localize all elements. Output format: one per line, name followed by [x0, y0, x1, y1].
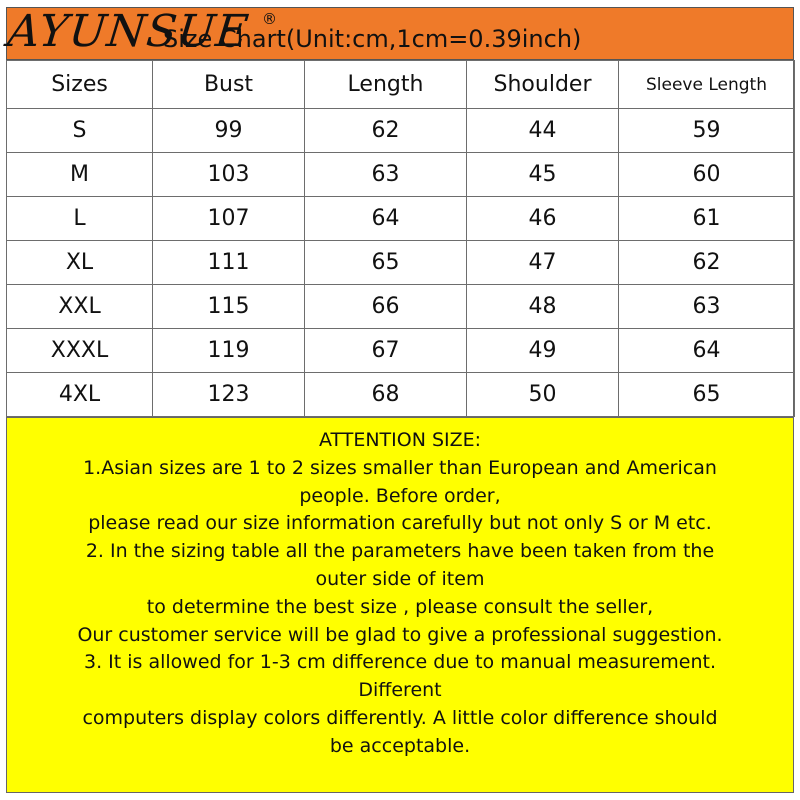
- attention-notice: [6, 417, 794, 793]
- table-cell: 60: [619, 153, 795, 197]
- table-cell: 99: [153, 109, 305, 153]
- notice-line: Our customer service will be glad to give a professional suggestion.: [77, 623, 723, 646]
- column-header-length: Length: [305, 61, 467, 109]
- column-header-bust: Bust: [153, 61, 305, 109]
- table-row: [7, 373, 795, 417]
- table-cell: 49: [467, 329, 619, 373]
- table-cell: 123: [153, 373, 305, 417]
- column-header-sleeve-length: Sleeve Length: [619, 61, 795, 109]
- table-cell: 63: [619, 285, 795, 329]
- notice-line: 3. It is allowed for 1-3 cm difference due to manual measurement.: [83, 651, 717, 674]
- table-cell: 68: [305, 373, 467, 417]
- table-row: [7, 109, 795, 153]
- table-cell: 45: [467, 153, 619, 197]
- table-row: [7, 285, 795, 329]
- notice-line: 1.Asian sizes are 1 to 2 sizes smaller than European and American: [83, 456, 717, 479]
- table-cell: 103: [153, 153, 305, 197]
- table-cell: 64: [619, 329, 795, 373]
- table-cell: 63: [305, 153, 467, 197]
- notice-line: please read our size information carefully but not only S or M etc.: [88, 512, 712, 535]
- notice-line: computers display colors differently. A little color difference should: [82, 706, 718, 729]
- table-cell: 61: [619, 197, 795, 241]
- table-cell: 115: [153, 285, 305, 329]
- table-cell: 119: [153, 329, 305, 373]
- column-header-shoulder: Shoulder: [467, 61, 619, 109]
- table-cell: S: [7, 109, 153, 153]
- table-cell: 111: [153, 241, 305, 285]
- table-cell: M: [7, 153, 153, 197]
- table-cell: 66: [305, 285, 467, 329]
- table-cell: 4XL: [7, 373, 153, 417]
- table-cell: 107: [153, 197, 305, 241]
- table-cell: 59: [619, 109, 795, 153]
- size-chart-title: Size Chart(Unit:cm,1cm=0.39inch): [163, 25, 582, 53]
- table-cell: 65: [305, 241, 467, 285]
- notice-line: 2. In the sizing table all the parameters have been taken from the: [85, 540, 715, 563]
- table-row: [7, 153, 795, 197]
- notice-line: be acceptable.: [329, 734, 471, 757]
- table-cell: 62: [305, 109, 467, 153]
- table-cell: 62: [619, 241, 795, 285]
- notice-line: to determine the best size , please consult the seller,: [146, 595, 654, 618]
- table-row: [7, 329, 795, 373]
- size-table: [6, 60, 795, 417]
- table-cell: 50: [467, 373, 619, 417]
- column-header-sizes: Sizes: [7, 61, 153, 109]
- table-cell: XL: [7, 241, 153, 285]
- table-cell: L: [7, 197, 153, 241]
- table-cell: 46: [467, 197, 619, 241]
- table-cell: 65: [619, 373, 795, 417]
- table-cell: 47: [467, 241, 619, 285]
- table-cell: 48: [467, 285, 619, 329]
- table-cell: XXL: [7, 285, 153, 329]
- notice-heading: ATTENTION SIZE:: [318, 429, 482, 451]
- notice-line: Different: [358, 679, 442, 702]
- registered-mark: ®: [262, 10, 277, 28]
- brand-logo: AYUNSUE: [5, 6, 252, 57]
- notice-line: people. Before order,: [299, 484, 501, 507]
- table-row: [7, 197, 795, 241]
- table-cell: 67: [305, 329, 467, 373]
- notice-line: outer side of item: [315, 567, 485, 590]
- table-cell: 44: [467, 109, 619, 153]
- table-header-row: [7, 61, 795, 109]
- table-row: [7, 241, 795, 285]
- table-cell: XXXL: [7, 329, 153, 373]
- table-cell: 64: [305, 197, 467, 241]
